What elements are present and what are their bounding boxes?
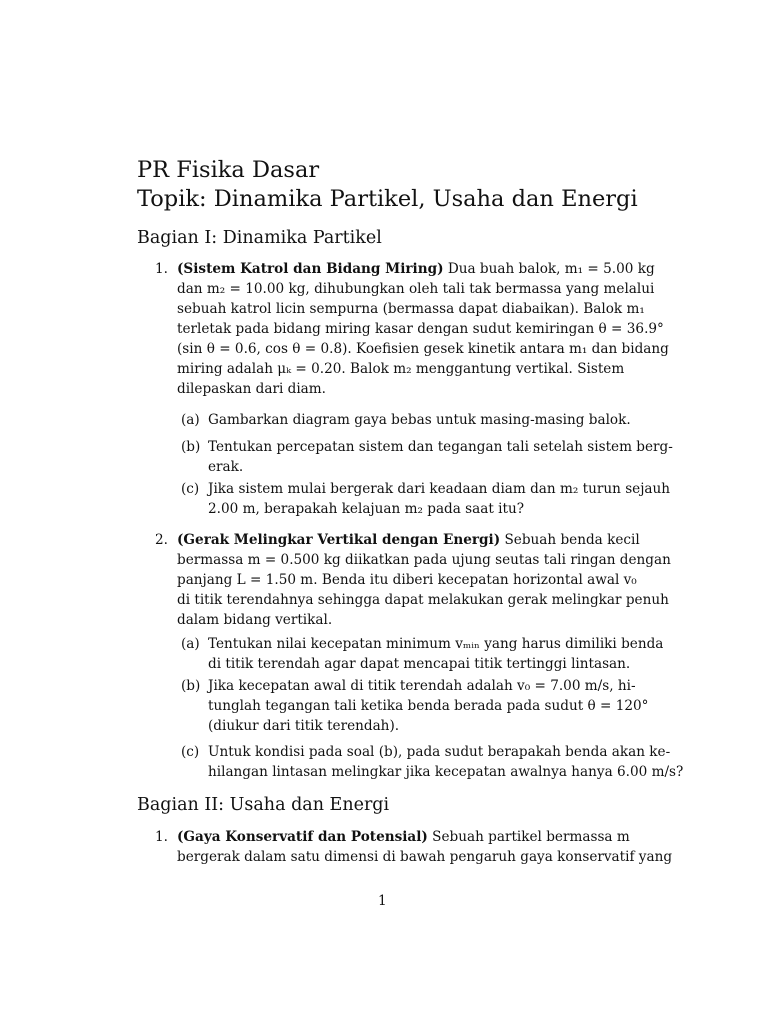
problem-text-line: di titik terendahnya sehingga dapat melakukan gerak melingkar penuh (177, 592, 669, 608)
problem-text-line: (Gerak Melingkar Vertikal dengan Energi) Sebuah benda kecil (177, 532, 640, 548)
problem-text-line: (sin θ = 0.6, cos θ = 0.8). Koefisien gesek kinetik antara m₁ dan bidang (177, 341, 669, 357)
problem-title: (Gerak Melingkar Vertikal dengan Energi) (177, 532, 501, 548)
document-topic: Topik: Dinamika Partikel, Usaha dan Energi (137, 186, 638, 212)
subpart-text: Tentukan percepatan sistem dan tegangan tali setelah sistem berg- (208, 439, 673, 455)
subpart-label: (b) (181, 439, 201, 455)
subpart-text: tunglah tegangan tali ketika benda berada pada sudut θ = 120° (208, 698, 649, 714)
problem-text-line: dan m₂ = 10.00 kg, dihubungkan oleh tali tak bermassa yang melalui (177, 281, 655, 297)
document-title: PR Fisika Dasar (137, 157, 320, 183)
subpart-text: Untuk kondisi pada soal (b), pada sudut berapakah benda akan ke- (208, 744, 671, 760)
problem-text-line: (Sistem Katrol dan Bidang Miring) Dua buah balok, m₁ = 5.00 kg (177, 261, 655, 277)
problem-text-line: bermassa m = 0.500 kg diikatkan pada ujung seutas tali ringan dengan (177, 552, 671, 568)
problem-number: 2. (155, 532, 168, 548)
section-heading-usaha-energi: Bagian II: Usaha dan Energi (137, 795, 390, 815)
subpart-text: Gambarkan diagram gaya bebas untuk masing-masing balok. (208, 412, 631, 428)
problem-title: (Gaya Konservatif dan Potensial) (177, 829, 428, 845)
subpart-label: (a) (181, 412, 200, 428)
problem-number: 1. (155, 829, 168, 845)
problem-title: (Sistem Katrol dan Bidang Miring) (177, 261, 444, 277)
problem-text-line: sebuah katrol licin sempurna (bermassa dapat diabaikan). Balok m₁ (177, 301, 645, 317)
problem-text-line: dilepaskan dari diam. (177, 381, 326, 397)
subpart-text: hilangan lintasan melingkar jika kecepatan awalnya hanya 6.00 m/s? (208, 764, 684, 780)
subpart-label: (a) (181, 636, 200, 652)
subpart-text: Jika sistem mulai bergerak dari keadaan diam dan m₂ turun sejauh (208, 481, 671, 497)
problem-text-line: (Gaya Konservatif dan Potensial) Sebuah partikel bermassa m (177, 829, 630, 845)
problem-text-line: dalam bidang vertikal. (177, 612, 333, 628)
subpart-text: Tentukan nilai kecepatan minimum vₘᵢₙ yang harus dimiliki benda (208, 636, 664, 652)
subpart-text: (diukur dari titik terendah). (208, 718, 400, 734)
subpart-label: (c) (181, 744, 200, 760)
subpart-label: (b) (181, 678, 201, 694)
problem-text-line: miring adalah μₖ = 0.20. Balok m₂ menggantung vertikal. Sistem (177, 361, 625, 377)
section-heading-dinamika: Bagian I: Dinamika Partikel (137, 228, 382, 248)
problem-number: 1. (155, 261, 168, 277)
problem-text-line: panjang L = 1.50 m. Benda itu diberi kecepatan horizontal awal v₀ (177, 572, 637, 588)
problem-text-line: terletak pada bidang miring kasar dengan sudut kemiringan θ = 36.9° (177, 321, 664, 337)
page-number: 1 (378, 893, 387, 909)
subpart-text: 2.00 m, berapakah kelajuan m₂ pada saat itu? (208, 501, 524, 517)
subpart-text: di titik terendah agar dapat mencapai titik tertinggi lintasan. (208, 656, 631, 672)
subpart-text: Jika kecepatan awal di titik terendah adalah v₀ = 7.00 m/s, hi- (208, 678, 636, 694)
problem-text-line: bergerak dalam satu dimensi di bawah pengaruh gaya konservatif yang (177, 849, 673, 865)
subpart-label: (c) (181, 481, 200, 497)
subpart-text: erak. (208, 459, 244, 475)
